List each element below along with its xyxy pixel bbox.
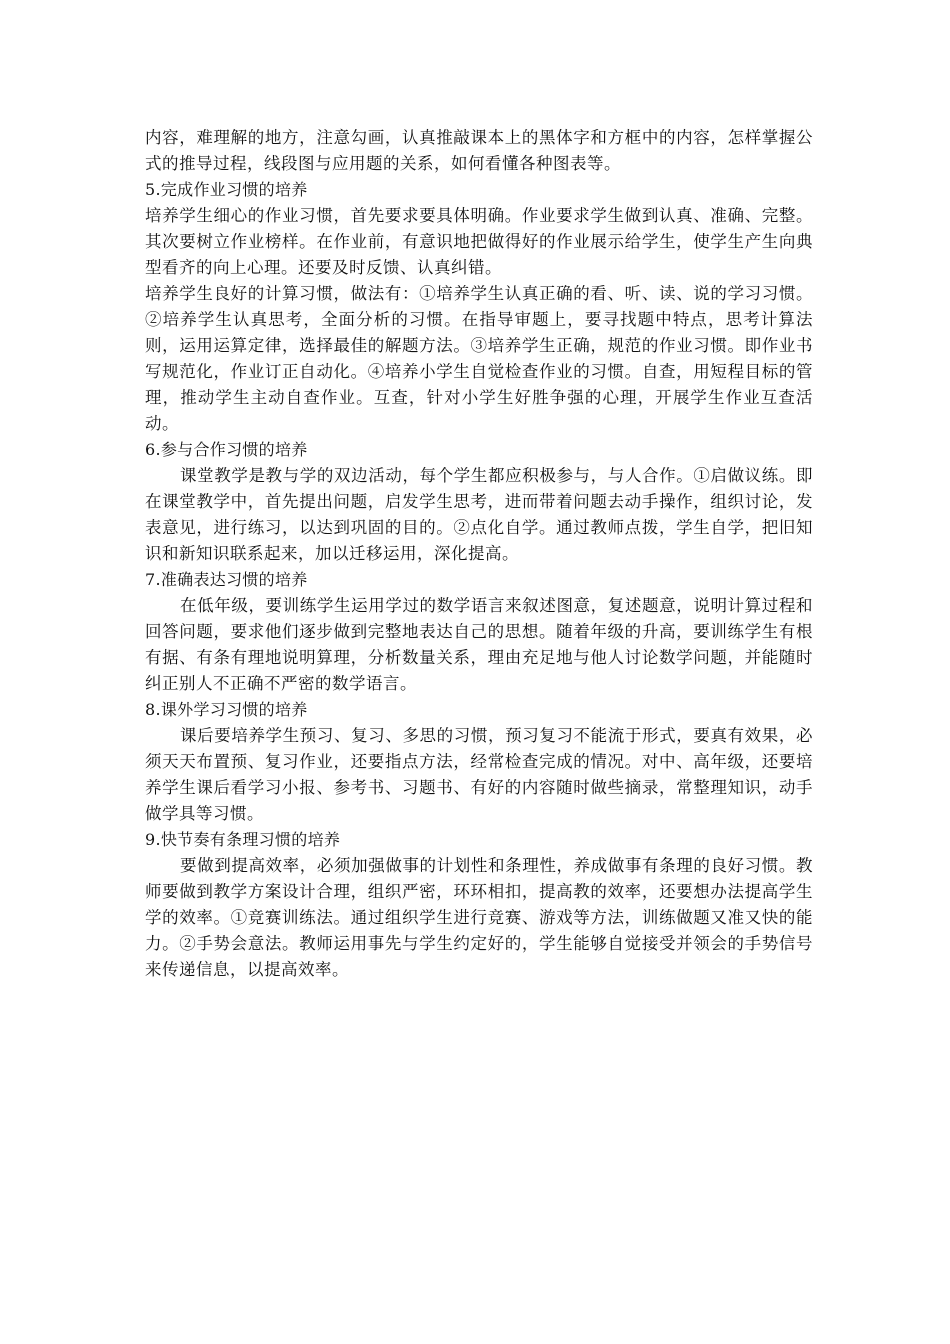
paragraph-continuation: 内容，难理解的地方，注意勾画，认真推敲课本上的黑体字和方框中的内容，怎样掌握公式的推导过程，线段图与应用题的关系，如何看懂各种图表等。 [145, 128, 813, 173]
paragraph-calculation-habits: 培养学生良好的计算习惯，做法有：①培养学生认真正确的看、听、读、说的学习习惯。②培养学生认真思考，全面分析的习惯。在指导审题上，要寻找题中特点，思考计算法则，运用运算定律，选择最佳的解题方法。③培养学生正确，规范的作业习惯。即作业书写规范化，作业订正自动化。④培养小学生自觉检查作业的习惯。自查，用短程目标的管理，推动学生主动自查作业。互查，针对小学生好胜争强的心理，开展学生作业互查活动。 [145, 284, 813, 433]
paragraph-extracurricular: 课后要培养学生预习、复习、多思的习惯，预习复习不能流于形式，要真有效果，必须天天布置预、复习作业，还要指点方法，经常检查完成的情况。对中、高年级，还要培养学生课后看学习小报、参考书、习题书、有好的内容随时做些摘录，常整理知识，动手做学具等习惯。 [145, 726, 813, 823]
document-page [145, 125, 813, 983]
section-heading-6: 6.参与合作习惯的培养 [145, 440, 308, 459]
section-heading-9: 9.快节奏有条理习惯的培养 [145, 830, 341, 849]
paragraph-cooperation: 课堂教学是教与学的双边活动，每个学生都应积极参与，与人合作。①启做议练。即在课堂教学中，首先提出问题，启发学生思考，进而带着问题去动手操作，组织讨论，发表意见，进行练习，以达到巩固的目的。②点化自学。通过教师点拨，学生自学，把旧知识和新知识联系起来，加以迁移运用，深化提高。 [145, 466, 813, 563]
paragraph-efficiency: 要做到提高效率，必须加强做事的计划性和条理性，养成做事有条理的良好习惯。教师要做到教学方案设计合理，组织严密，环环相扣，提高教的效率，还要想办法提高学生学的效率。①竞赛训练法。通过组织学生进行竞赛、游戏等方法，训练做题又准又快的能力。②手势会意法。教师运用事先与学生约定好的，学生能够自觉接受并领会的手势信号来传递信息，以提高效率。 [145, 856, 813, 979]
paragraph-expression: 在低年级，要训练学生运用学过的数学语言来叙述图意，复述题意，说明计算过程和回答问题，要求他们逐步做到完整地表达自己的思想。随着年级的升高，要训练学生有根有据、有条有理地说明算理，分析数量关系，理由充足地与他人讨论数学问题，并能随时纠正别人不正确不严密的数学语言。 [145, 596, 813, 693]
section-heading-8: 8.课外学习习惯的培养 [145, 700, 308, 719]
section-heading-5: 5.完成作业习惯的培养 [145, 180, 308, 199]
paragraph-homework-habits: 培养学生细心的作业习惯，首先要求要具体明确。作业要求学生做到认真、准确、完整。其次要树立作业榜样。在作业前，有意识地把做得好的作业展示给学生，使学生产生向典型看齐的向上心理。还要及时反馈、认真纠错。 [145, 206, 813, 277]
section-heading-7: 7.准确表达习惯的培养 [145, 570, 308, 589]
